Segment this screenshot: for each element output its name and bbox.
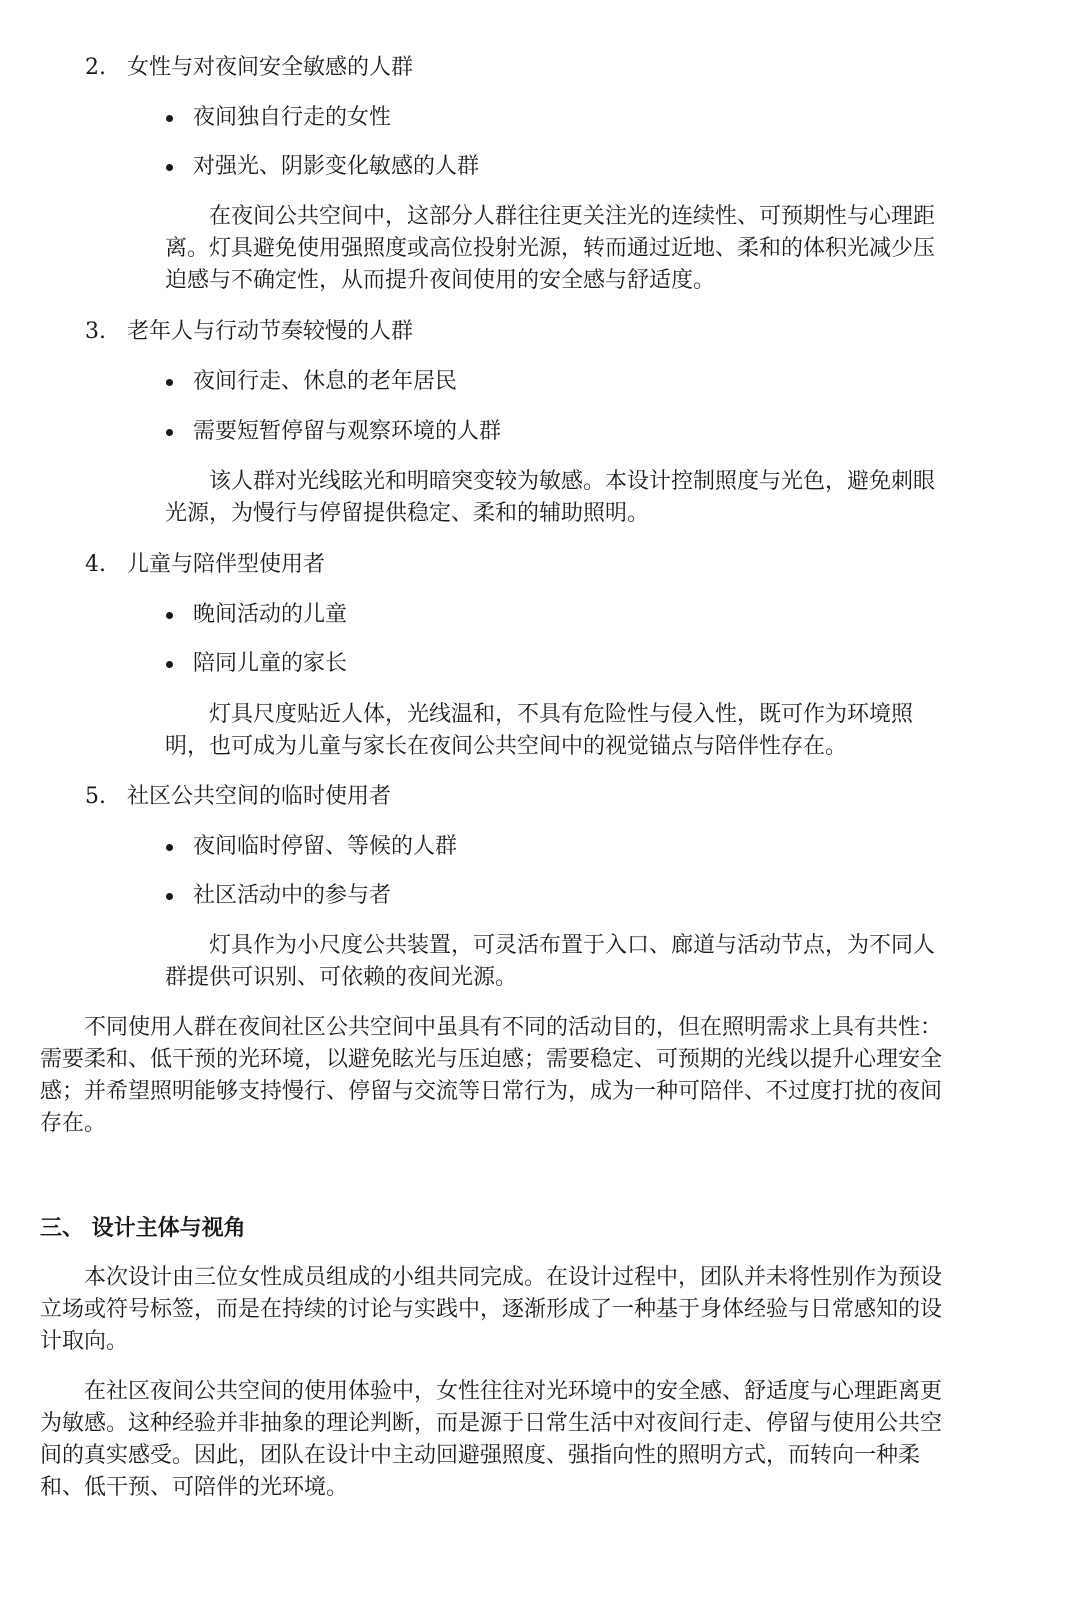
list-item-group-2 — [85, 52, 413, 84]
list-item-group-3 — [85, 316, 413, 348]
text-line: 为敏感。这种经验并非抽象的理论判断，而是源于日常生活中对夜间行走、停留与使用公共空 — [40, 1411, 943, 1436]
section-paragraph-1 — [40, 1262, 1040, 1358]
bullet-dot-icon — [166, 612, 173, 619]
text-line: 不同使用人群在夜间社区公共空间中虽具有不同的活动目的，但在照明需求上具有共性： — [84, 1015, 943, 1040]
group-description — [165, 930, 995, 994]
text-line: 群提供可识别、可依赖的夜间光源。 — [165, 965, 518, 990]
bullet-dot-icon — [166, 893, 173, 900]
list-item-group-4 — [85, 549, 325, 581]
group-description — [165, 466, 995, 530]
group-description — [165, 699, 995, 763]
list-number: 5. — [85, 784, 106, 809]
bullet-item — [193, 880, 391, 912]
bullet-text: 社区活动中的参与者 — [193, 883, 392, 908]
text-line: 需要柔和、低干预的光环境，以避免眩光与压迫感；需要稳定、可预期的光线以提升心理安全 — [40, 1047, 943, 1072]
text-line: 感；并希望照明能够支持慢行、停留与交流等日常行为，成为一种可陪伴、不过度打扰的夜间 — [40, 1079, 943, 1104]
bullet-text: 夜间独自行走的女性 — [193, 105, 392, 130]
bullet-text: 晚间活动的儿童 — [193, 602, 348, 627]
list-number: 4. — [85, 552, 106, 577]
list-title: 社区公共空间的临时使用者 — [126, 784, 391, 809]
list-title: 老年人与行动节奏较慢的人群 — [126, 319, 413, 344]
list-item-group-5 — [85, 781, 391, 813]
bullet-item — [193, 102, 391, 134]
bullet-item — [193, 366, 457, 398]
text-line: 在社区夜间公共空间的使用体验中，女性往往对光环境中的安全感、舒适度与心理距离更 — [84, 1379, 943, 1404]
text-line: 迫感与不确定性，从而提升夜间使用的安全感与舒适度。 — [165, 268, 716, 293]
text-line: 灯具尺度贴近人体，光线温和，不具有危险性与侵入性，既可作为环境照 — [209, 702, 914, 727]
text-line: 光源，为慢行与停留提供稳定、柔和的辅助照明。 — [165, 501, 650, 526]
bullet-dot-icon — [166, 115, 173, 122]
text-line: 离。灯具避免使用强照度或高位投射光源，转而通过近地、柔和的体积光减少压 — [165, 236, 936, 261]
list-number: 3. — [85, 319, 106, 344]
bullet-text: 夜间行走、休息的老年居民 — [193, 369, 458, 394]
list-number: 2. — [85, 55, 106, 80]
bullet-text: 对强光、阴影变化敏感的人群 — [193, 154, 480, 179]
bullet-item — [193, 151, 479, 183]
bullet-item — [193, 648, 347, 680]
bullet-text: 需要短暂停留与观察环境的人群 — [193, 419, 502, 444]
bullet-dot-icon — [166, 844, 173, 851]
summary-paragraph — [40, 1012, 1040, 1140]
bullet-item — [193, 599, 347, 631]
section-heading: 三、 设计主体与视角 — [40, 1216, 246, 1241]
text-line: 在夜间公共空间中，这部分人群往往更关注光的连续性、可预期性与心理距 — [209, 204, 936, 229]
bullet-dot-icon — [166, 429, 173, 436]
group-description — [165, 201, 995, 297]
bullet-item — [193, 831, 457, 863]
list-title: 女性与对夜间安全敏感的人群 — [126, 55, 413, 80]
text-line: 和、低干预、可陪伴的光环境。 — [40, 1475, 349, 1500]
text-line: 计取向。 — [40, 1329, 129, 1354]
text-line: 明，也可成为儿童与家长在夜间公共空间中的视觉锚点与陪伴性存在。 — [165, 734, 848, 759]
bullet-dot-icon — [166, 661, 173, 668]
section-paragraph-2 — [40, 1376, 1040, 1504]
bullet-text: 夜间临时停留、等候的人群 — [193, 834, 458, 859]
text-line: 存在。 — [40, 1111, 107, 1136]
bullet-item — [193, 416, 501, 448]
bullet-text: 陪同儿童的家长 — [193, 651, 348, 676]
bullet-dot-icon — [166, 164, 173, 171]
text-line: 该人群对光线眩光和明暗突变较为敏感。本设计控制照度与光色，避免刺眼 — [209, 469, 936, 494]
text-line: 间的真实感受。因此，团队在设计中主动回避强照度、强指向性的照明方式，而转向一种柔 — [40, 1443, 921, 1468]
bullet-dot-icon — [166, 379, 173, 386]
text-line: 灯具作为小尺度公共装置，可灵活布置于入口、廊道与活动节点，为不同人 — [209, 933, 936, 958]
text-line: 本次设计由三位女性成员组成的小组共同完成。在设计过程中，团队并未将性别作为预设 — [84, 1265, 943, 1290]
text-line: 立场或符号标签，而是在持续的讨论与实践中，逐渐形成了一种基于身体经验与日常感知的设 — [40, 1297, 943, 1322]
list-title: 儿童与陪伴型使用者 — [126, 552, 325, 577]
